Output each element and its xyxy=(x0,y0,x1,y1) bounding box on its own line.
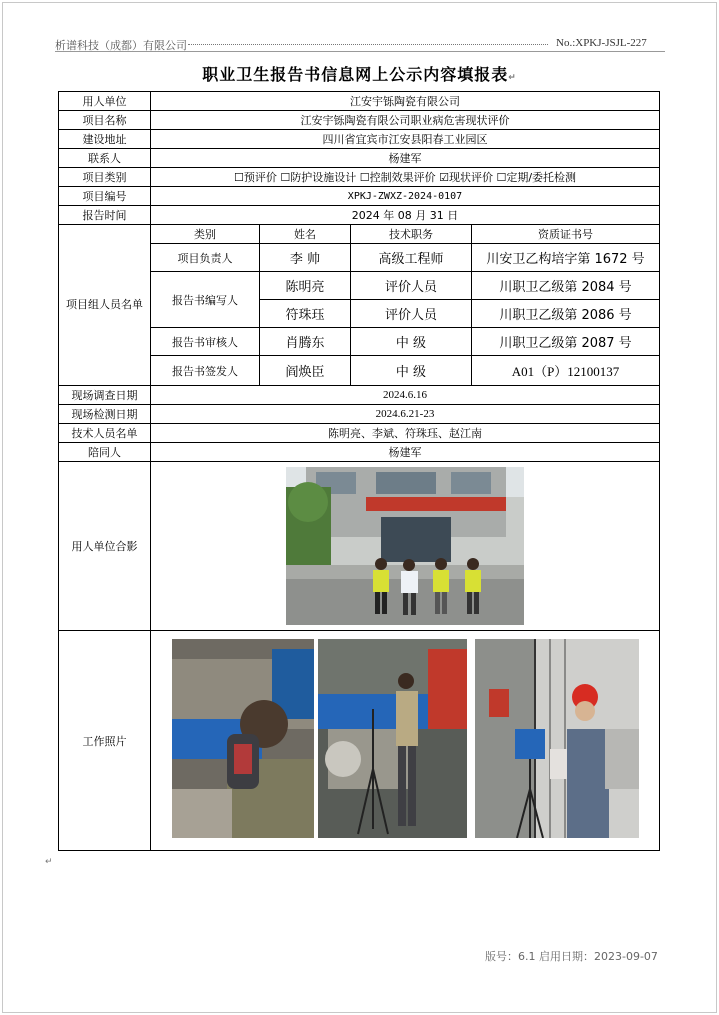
label-address: 建设地址 xyxy=(59,130,151,149)
team-cert: 川职卫乙级第 2087 号 xyxy=(472,328,660,356)
team-cert: 川安卫乙构培字第 1672 号 xyxy=(472,244,660,272)
row-survey-date xyxy=(59,386,660,405)
team-cert: 川职卫乙级第 2086 号 xyxy=(472,300,660,328)
team-name: 李 帅 xyxy=(260,244,351,272)
option-pre-eval: ☐预评价 xyxy=(233,171,277,184)
team-title: 评价人员 xyxy=(351,300,472,328)
label-project-name: 项目名称 xyxy=(59,111,151,130)
team-category: 报告书审核人 xyxy=(151,328,260,356)
team-col-title: 技术职务 xyxy=(351,225,472,244)
label-report-time: 报告时间 xyxy=(59,206,151,225)
paragraph-return-icon: ↵ xyxy=(45,857,53,867)
label-test-date: 现场检测日期 xyxy=(59,405,151,424)
team-col-cert: 资质证书号 xyxy=(472,225,660,244)
team-cert: 川职卫乙级第 2084 号 xyxy=(472,272,660,300)
value-project-name: 江安宇铄陶瓷有限公司职业病危害现状评价 xyxy=(151,111,660,130)
label-tech-staff: 技术人员名单 xyxy=(59,424,151,443)
value-tech-staff: 陈明亮、李斌、符珠珏、赵江南 xyxy=(151,424,660,443)
value-escort: 杨建军 xyxy=(151,443,660,462)
team-title: 评价人员 xyxy=(351,272,472,300)
work-photo-cell xyxy=(151,631,660,851)
label-contact: 联系人 xyxy=(59,149,151,168)
value-contact: 杨建军 xyxy=(151,149,660,168)
work-photo-3-image xyxy=(475,639,639,838)
checked-box-icon: ☑ xyxy=(439,171,449,184)
group-photo-image xyxy=(286,467,524,625)
row-address xyxy=(59,130,660,149)
row-report-time xyxy=(59,206,660,225)
row-group-photo xyxy=(59,462,660,631)
group-photo-cell xyxy=(151,462,660,631)
option-status-eval: ☑现状评价 xyxy=(439,171,493,184)
work-photo-1 xyxy=(172,639,314,838)
header-rule xyxy=(55,51,665,52)
label-group-photo: 用人单位合影 xyxy=(59,462,151,631)
value-test-date: 2024.6.21-23 xyxy=(151,405,660,424)
label-project-no: 项目编号 xyxy=(59,187,151,206)
team-col-category: 类别 xyxy=(151,225,260,244)
team-category: 报告书签发人 xyxy=(151,356,260,386)
header-doc-no: No.:XPKJ-JSJL-227 xyxy=(556,37,647,49)
title-text: 职业卫生报告书信息网上公示内容填报表 xyxy=(202,65,509,84)
team-name: 符珠珏 xyxy=(260,300,351,328)
group-photo xyxy=(286,467,524,625)
option-periodic-test: ☐定期/委托检测 xyxy=(496,171,577,184)
row-project-type xyxy=(59,168,660,187)
empty-box-icon: ☐ xyxy=(496,171,507,184)
team-cert: A01（P）12100137 xyxy=(472,356,660,386)
value-project-type xyxy=(151,168,660,187)
row-project-no xyxy=(59,187,660,206)
work-photos xyxy=(151,631,659,838)
empty-box-icon: ☐ xyxy=(280,171,291,184)
label-escort: 陪同人 xyxy=(59,443,151,462)
row-project-name xyxy=(59,111,660,130)
label-team: 项目组人员名单 xyxy=(59,225,151,386)
work-photo-2-image xyxy=(318,639,467,838)
footer-version: 版号：6.1 启用日期：2023-09-07 xyxy=(485,950,658,963)
label-project-type: 项目类别 xyxy=(59,168,151,187)
work-photo-3 xyxy=(475,639,639,838)
info-form-table xyxy=(58,91,660,851)
team-title: 高级工程师 xyxy=(351,244,472,272)
team-header-row xyxy=(59,225,660,244)
value-survey-date: 2024.6.16 xyxy=(151,386,660,405)
row-employer xyxy=(59,92,660,111)
row-escort xyxy=(59,443,660,462)
option-control-effect: ☐控制效果评价 xyxy=(359,171,436,184)
empty-box-icon: ☐ xyxy=(359,171,370,184)
header-company: 析谱科技（成都）有限公司 xyxy=(55,39,187,52)
header-leader-dots xyxy=(188,36,548,45)
option-protection-design: ☐防护设施设计 xyxy=(280,171,357,184)
value-employer: 江安宇铄陶瓷有限公司 xyxy=(151,92,660,111)
value-project-no: XPKJ-ZWXZ-2024-0107 xyxy=(151,187,660,206)
empty-box-icon: ☐ xyxy=(233,171,244,184)
row-work-photo xyxy=(59,631,660,851)
work-photo-1-image xyxy=(172,639,314,838)
team-title: 中 级 xyxy=(351,328,472,356)
team-name: 陈明亮 xyxy=(260,272,351,300)
row-test-date xyxy=(59,405,660,424)
label-employer: 用人单位 xyxy=(59,92,151,111)
team-title: 中 级 xyxy=(351,356,472,386)
value-report-time: 2024 年 08 月 31 日 xyxy=(151,206,660,225)
row-tech-staff xyxy=(59,424,660,443)
paragraph-return-icon: ↵ xyxy=(508,73,517,83)
value-address: 四川省宜宾市江安县阳春工业园区 xyxy=(151,130,660,149)
row-contact xyxy=(59,149,660,168)
team-name: 阎焕臣 xyxy=(260,356,351,386)
team-category: 项目负责人 xyxy=(151,244,260,272)
work-photo-2 xyxy=(318,639,467,838)
page-title xyxy=(0,62,719,85)
label-survey-date: 现场调查日期 xyxy=(59,386,151,405)
team-category: 报告书编写人 xyxy=(151,272,260,328)
team-name: 肖腾东 xyxy=(260,328,351,356)
label-work-photo: 工作照片 xyxy=(59,631,151,851)
team-col-name: 姓名 xyxy=(260,225,351,244)
